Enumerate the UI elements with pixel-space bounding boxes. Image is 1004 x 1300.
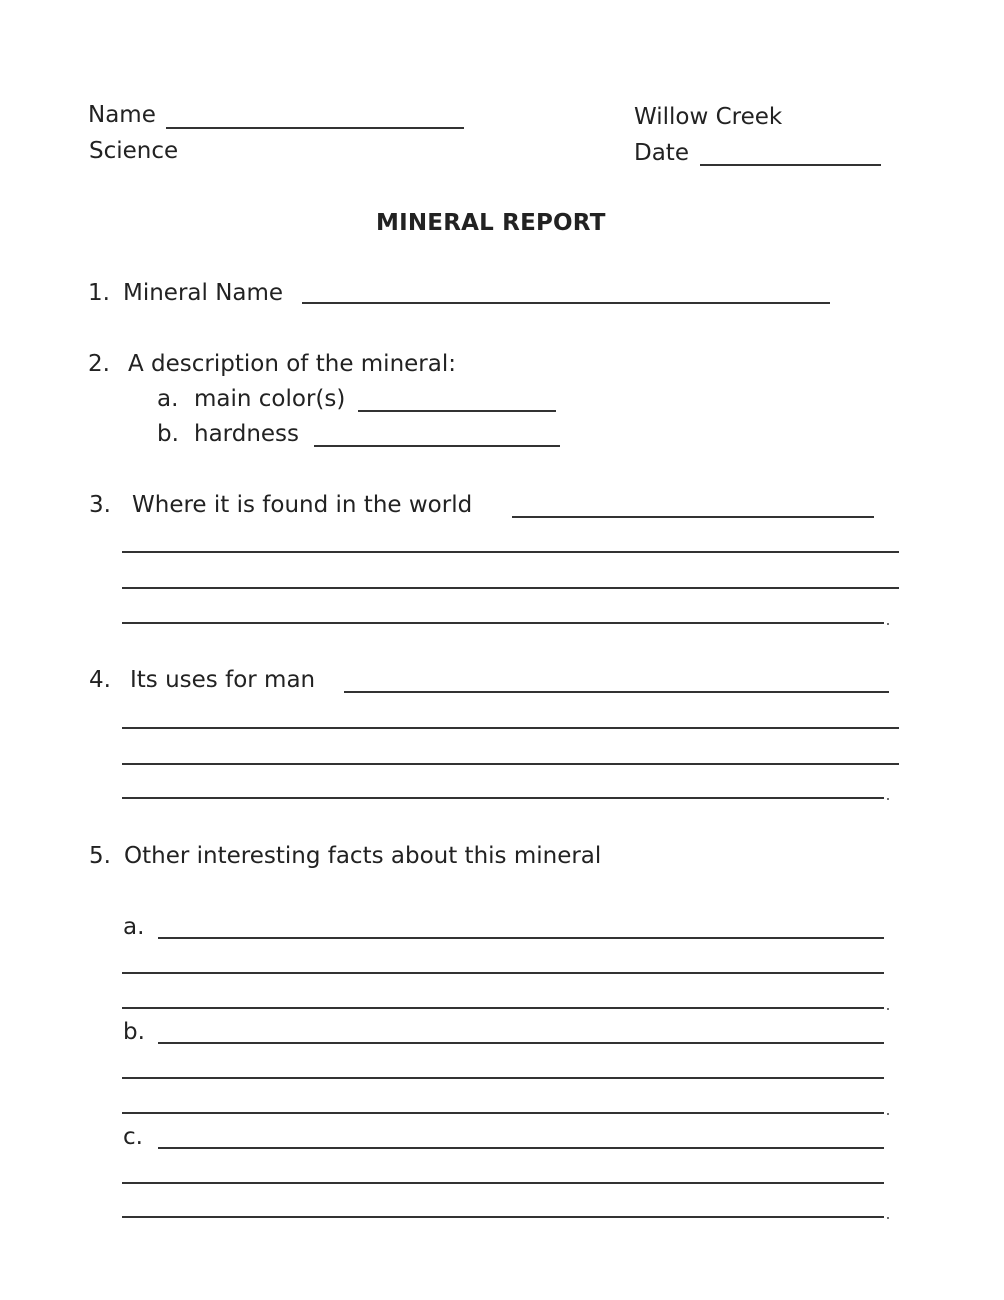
q2-number: 2. bbox=[88, 351, 110, 377]
q5c-end-period bbox=[887, 1217, 889, 1219]
q3-end-period bbox=[887, 623, 889, 625]
page-title: MINERAL REPORT bbox=[376, 210, 606, 236]
school-label: Willow Creek bbox=[634, 104, 783, 130]
q5c-blank-2[interactable] bbox=[122, 1182, 884, 1184]
q5b-letter: b. bbox=[123, 1019, 145, 1045]
q1-blank[interactable] bbox=[302, 302, 830, 304]
q4-blank-4[interactable] bbox=[122, 797, 884, 799]
q5b-blank-2[interactable] bbox=[122, 1077, 884, 1079]
q3-blank-3[interactable] bbox=[122, 587, 899, 589]
q5c-letter: c. bbox=[123, 1124, 143, 1150]
q5a-blank-2[interactable] bbox=[122, 972, 884, 974]
name-blank[interactable] bbox=[166, 127, 464, 129]
q5b-blank-1[interactable] bbox=[158, 1042, 884, 1044]
q5a-end-period bbox=[887, 1008, 889, 1010]
q4-number: 4. bbox=[89, 667, 111, 693]
q4-end-period bbox=[887, 798, 889, 800]
q1-number: 1. bbox=[88, 280, 110, 306]
q4-label: Its uses for man bbox=[130, 667, 316, 693]
q2b-letter: b. bbox=[157, 421, 179, 447]
q3-blank-1[interactable] bbox=[512, 516, 874, 518]
q2a-label: main color(s) bbox=[194, 386, 346, 412]
q3-blank-2[interactable] bbox=[122, 551, 899, 553]
q3-number: 3. bbox=[89, 492, 111, 518]
q5a-letter: a. bbox=[123, 914, 145, 940]
q1-label: Mineral Name bbox=[123, 280, 284, 306]
class-label: Science bbox=[89, 138, 179, 164]
q2-label: A description of the mineral: bbox=[128, 351, 456, 377]
q4-blank-3[interactable] bbox=[122, 763, 899, 765]
q4-blank-1[interactable] bbox=[344, 691, 889, 693]
q2a-letter: a. bbox=[157, 386, 179, 412]
q3-label: Where it is found in the world bbox=[132, 492, 473, 518]
name-label: Name bbox=[88, 102, 156, 128]
q5b-blank-3[interactable] bbox=[122, 1112, 884, 1114]
q5a-blank-3[interactable] bbox=[122, 1007, 884, 1009]
q5-label: Other interesting facts about this mineral bbox=[124, 843, 602, 869]
q5c-blank-3[interactable] bbox=[122, 1216, 884, 1218]
date-blank[interactable] bbox=[700, 164, 881, 166]
q5-number: 5. bbox=[89, 843, 111, 869]
q5c-blank-1[interactable] bbox=[158, 1147, 884, 1149]
q5a-blank-1[interactable] bbox=[158, 937, 884, 939]
q2b-blank[interactable] bbox=[314, 445, 560, 447]
q5b-end-period bbox=[887, 1113, 889, 1115]
q2a-blank[interactable] bbox=[358, 410, 556, 412]
q4-blank-2[interactable] bbox=[122, 727, 899, 729]
q3-blank-4[interactable] bbox=[122, 622, 884, 624]
date-label: Date bbox=[634, 140, 689, 166]
q2b-label: hardness bbox=[194, 421, 300, 447]
